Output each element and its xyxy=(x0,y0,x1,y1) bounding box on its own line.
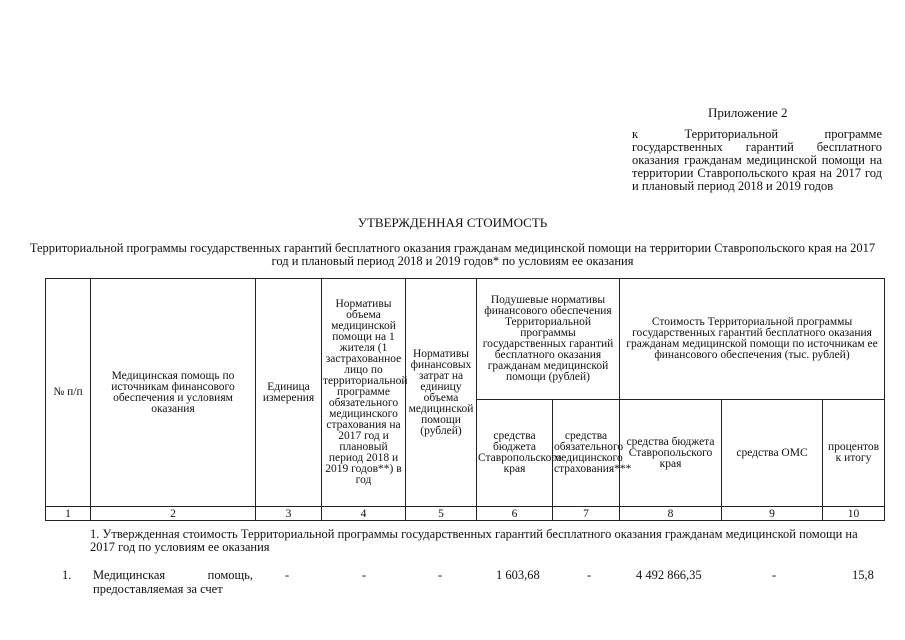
row-percent: 15,8 xyxy=(852,568,874,582)
header-unit: Единица измерения xyxy=(256,279,322,507)
row-unit: - xyxy=(285,568,290,582)
header-num: № п/п xyxy=(46,279,91,507)
row-number: 1. xyxy=(62,568,72,582)
appendix-reference: к Территориальной программе государственных гарантий бесплатного оказания гражданам медицинской помощи на территории Ставропольского края на 2017 год и плановый период 2018 и 2019 годов xyxy=(632,127,882,193)
document-subtitle: Территориальной программы государственных гарантий бесплатного оказания гражданам медицинской помощи на территории Ставропольского края на 2017 год и плановый период 2018 и 2019 годов* по условиям ее оказания xyxy=(29,241,876,268)
header-pc-budget: средства бюджета Ставропольского края xyxy=(477,400,553,507)
column-number: 3 xyxy=(256,507,322,521)
row-cost-oms: - xyxy=(772,568,777,582)
row-volume: - xyxy=(362,568,367,582)
header-cost-oms: средства ОМС xyxy=(722,400,823,507)
section-heading: 1. Утвержденная стоимость Территориальной программы государственных гарантий бесплатного оказания гражданам медицинской помощи на 2017 год по условиям ее оказания xyxy=(90,527,858,554)
column-number: 6 xyxy=(477,507,553,521)
column-number: 2 xyxy=(91,507,256,521)
column-number: 10 xyxy=(823,507,885,521)
appendix-title: Приложение 2 xyxy=(708,105,788,120)
header-cost-budget: средства бюджета Ставропольского края xyxy=(620,400,722,507)
header-pc-oms: средства обязательного медицинского страхования*** xyxy=(553,400,620,507)
column-number: 8 xyxy=(620,507,722,521)
column-number: 1 xyxy=(46,507,91,521)
header-cost-group: Стоимость Территориальной программы государственных гарантий бесплатного оказания гражданам медицинской помощи по источникам ее финансового обеспечения (тыс. рублей) xyxy=(620,279,885,400)
row-cost-budget: 4 492 866,35 xyxy=(636,568,702,582)
header-cost-norm: Нормативы финансовых затрат на единицу объема медицинской помощи (рублей) xyxy=(406,279,477,507)
row-name: Медицинская помощь, предоставляемая за счет xyxy=(93,568,253,596)
column-number: 5 xyxy=(406,507,477,521)
document-title: УТВЕРЖДЕННАЯ СТОИМОСТЬ xyxy=(357,215,548,230)
header-cost-percent: процентов к итогу xyxy=(823,400,885,507)
row-pc-oms: - xyxy=(587,568,592,582)
header-volume-norm: Нормативы объема медицинской помощи на 1 жителя (1 застрахованное лицо по территориальной программе обязательного медицинского страхования на 2017 год и плановый период 2018 и 2019 годов**) в год xyxy=(322,279,406,507)
row-pc-budget: 1 603,68 xyxy=(496,568,540,582)
cost-table xyxy=(45,278,885,521)
column-number: 9 xyxy=(722,507,823,521)
column-number: 4 xyxy=(322,507,406,521)
column-number: 7 xyxy=(553,507,620,521)
header-care: Медицинская помощь по источникам финансового обеспечения и условиям оказания xyxy=(91,279,256,507)
header-per-capita-group: Подушевые нормативы финансового обеспечения Территориальной программы государственных гарантий бесплатного оказания гражданам медицинской помощи (рублей) xyxy=(477,279,620,400)
row-cost: - xyxy=(438,568,443,582)
